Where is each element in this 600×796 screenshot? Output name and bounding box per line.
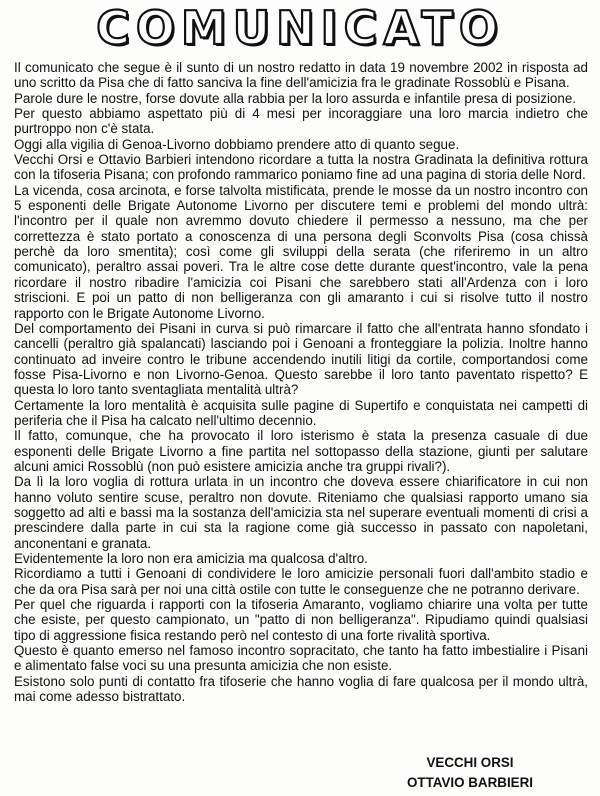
signature-block <box>370 753 570 793</box>
paragraph-contact-points: Esistono solo punti di contatto fra tifoserie che hanno voglia di fare qualcosa per il mondo ultrà, mai come adesso bistrattato. <box>14 673 588 705</box>
paragraph-mentality: Certamente la loro mentalità è acquisita sulle pagine di Supertifo e conquistata nei campetti di periferia che il Pisa ha calcato nell'ultimo decennio. <box>14 397 588 428</box>
paragraph-the-fact: Il fatto, comunque, che ha provocato il loro isterismo è stata la presenza casuale di due esponenti delle Brigate Livorno a fine partita nel sottopasso della stazione, giunti per salutare alcuni amici Rossoblù (non può esistere amicizia anche tra gruppi rivali?). <box>14 428 588 474</box>
paragraph-waited: Per questo abbiamo aspettato più di 4 mesi per incoraggiare una loro marcia indietro che purtroppo non c'è stata. <box>14 106 588 137</box>
paragraph-eve-of-match: Oggi alla vigilia di Genoa-Livorno dobbiamo prendere atto di quanto segue. <box>14 136 460 152</box>
paragraph-what-emerged: Questo è quanto emerso nel famoso incontro sopracitato, che tanto ha fatto imbestialire i Pisani e alimentato false voci su una presunta amicizia che non esiste. <box>14 643 588 674</box>
paragraph-intro: Il comunicato che segue è il sunto di un nostro redatto in data 19 novembre 2002 in risposta ad uno scritto da Pisa che di fatto sanciva la fine dell'amicizia fra le gradinate Rossoblù e Pisana. <box>14 60 588 91</box>
paragraph-behaviour: Del comportamento dei Pisani in curva si può rimarcare il fatto che all'entrata hanno sfondato i cancelli (peraltro già spalancati) lasciando poi i Genoani a fronteggiare la polizia. Inoltre hanno continuato ad inveire contro le tribune accendendo inutili litigi da cortile, comportandosi come fosse Pisa-Livorno e non Livorno-Genoa. Questo sarebbe il loro tanto paventato rispetto? E questa lo loro tanto sventagliata mentalità ultrà? <box>14 320 588 398</box>
signature-line-2: OTTAVIO BARBIERI <box>407 775 533 790</box>
paragraph-harsh-words: Parole dure le nostre, forse dovute alla rabbia per la loro assurda e infantile presa di posizione. <box>14 90 576 106</box>
signature-line-1: VECCHI ORSI <box>426 755 514 770</box>
paragraph-reminder: Ricordiamo a tutti i Genoani di condividere le loro amicizie personali fuori dall'ambito stadio e che da ora Pisa sarà per noi una città ostile con tutte le conseguenze che ne potranno derivare. <box>14 566 588 597</box>
paragraph-amaranto: Per quel che riguarda i rapporti con la tifoseria Amaranto, vogliamo chiarire una volta per tutte che esiste, per questo campionato, un "patto di non belligeranza". Ripudiamo quindi qualsiasi tipo di aggressione fisica restando però nel contesto di una forte rivalità sportiva. <box>14 597 588 643</box>
paragraph-rupture: Da lì la loro voglia di rottura urlata in un incontro che doveva essere chiarificatore in cui non hanno voluto sentire scuse, peraltro non dovute. Riteniamo che qualsiasi rapporto umano sia soggetto ad alti e bassi ma la sostanza dell'amicizia sta nel superare eventuali momenti di crisi a prescindere dalla parte in cui sta la ragione come già successo in passato con napoletani, anconentani e granata. <box>14 474 588 551</box>
page-title: COMUNICATO <box>96 1 504 55</box>
paragraph-definitive-break: Vecchi Orsi e Ottavio Barbieri intendono ricordare a tutta la nostra Gradinata la definitiva rottura con la tifoseria Pisana; con profondo rammarico poniamo fine ad una pagina di storia delle Nord. <box>14 152 588 183</box>
paragraph-the-story: La vicenda, cosa arcinota, e forse talvolta mistificata, prende le mosse da un nostro incontro con 5 esponenti delle Brigate Autonome Livorno per discutere temi e problemi del mondo ultrà: l'incontro per il quale non avremmo dovuto chiedere il permesso a nessuno, ma che per correttezza è stato portato a conoscenza di una persona degli Sconvolts Pisa (cosa chissà perchè da loro smentita); così come gli sviluppi della serata (che riferiremo in un altro comunicato), peraltro assai poveri. Tra le altre cose dette durante quest'incontro, vale la pena ricordare il nostro ribadire l'amicizia coi Pisani che sarebbero stati all'Ardenza con i loro striscioni. E poi un patto di non belligeranza con gli amaranto i cui si risolve tutto il nostro rapporto con le Brigate Autonome Livorno. <box>14 182 588 321</box>
document-body <box>14 60 588 704</box>
paragraph-not-friendship: Evidentemente la loro non era amicizia ma qualcosa d'altro. <box>14 551 368 566</box>
